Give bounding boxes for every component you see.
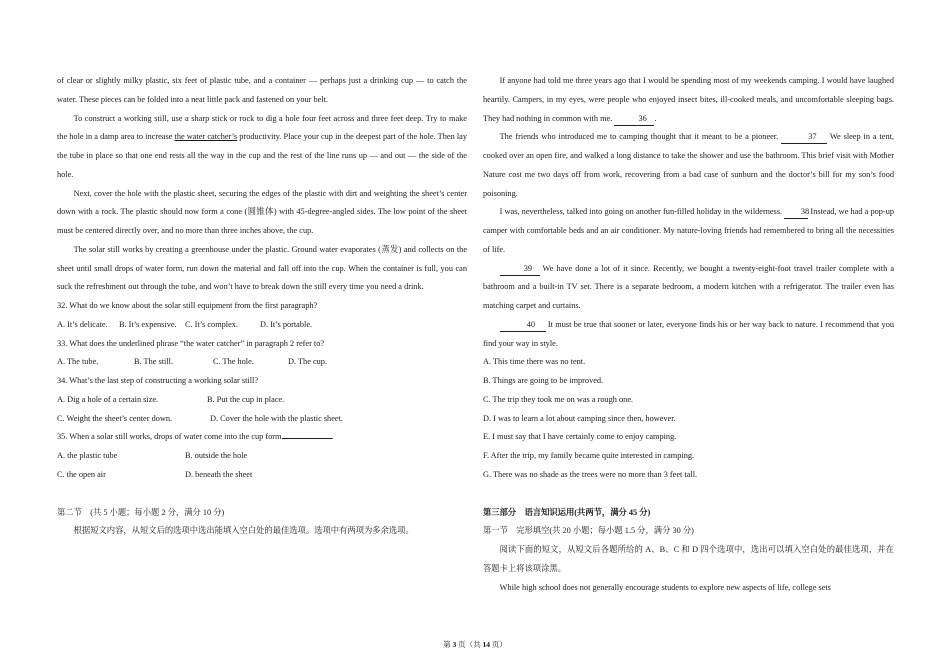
options-34b xyxy=(57,410,467,429)
page-number: 3 xyxy=(452,640,457,649)
passage-paragraph: Next, cover the hole with the plastic sheet, securing the edges of the plastic with dirt and weighting the sheet’s center down with a rock. The plastic should now form a cone (圆锥体) with 45-degree-angled sides. The low point of the sheet must be centered directly over, and no more than three inches above, the cup. xyxy=(57,188,467,235)
text-run: . xyxy=(331,432,334,442)
text-run: The friends who introduced me to camping thought that it meant to be a pioneer. xyxy=(499,132,779,142)
option: D. beneath the sheet xyxy=(185,469,253,479)
option: D. Cover the hole with the plastic sheet. xyxy=(210,413,343,423)
footer-text: 页） xyxy=(490,640,507,649)
footer-text: 第 xyxy=(443,640,453,649)
option-line: A. This time there was no tent. xyxy=(483,357,586,367)
underlined-phrase: the water catcher’s xyxy=(174,132,238,142)
option: A. the plastic tube xyxy=(57,451,118,460)
blank-38: 38 xyxy=(784,206,808,219)
answer-blank xyxy=(282,438,332,439)
options-35 xyxy=(57,447,467,466)
option: B. It’s expensive. xyxy=(119,319,177,329)
option: C. Weight the sheet’s center down. xyxy=(57,413,173,423)
text-run: We sleep in a tent, cooked over an open fire, and walked a long distance to take the shower and use the bathroom. This brief visit with Mother Nature cost me two days off from work, recovering from a bad case of sunburn and the doctor’s bill for my son’s food poisoning. xyxy=(483,132,894,198)
page-total: 14 xyxy=(482,640,490,649)
blank-36: 36 xyxy=(614,113,654,126)
passage-paragraph xyxy=(483,316,894,354)
spacer xyxy=(57,485,467,504)
question-33: 33. What does the underlined phrase “the water catcher” in paragraph 2 refer to? xyxy=(57,338,325,348)
blank-39: 39 xyxy=(500,263,540,276)
option: C. It’s complex. xyxy=(185,319,239,329)
part-3-title: 第三部分 语言知识运用(共两节，满分 45 分) xyxy=(483,507,651,517)
text-run: 35. When a solar still works, drops of water come into the cup form xyxy=(57,432,282,442)
left-column xyxy=(57,72,467,541)
option: B. outside the hole xyxy=(185,451,248,460)
options-32 xyxy=(57,316,467,335)
spacer xyxy=(483,485,894,504)
right-column xyxy=(483,72,894,597)
option: B. The still. xyxy=(134,357,174,367)
question-34: 34. What’s the last step of constructing a working solar still? xyxy=(57,376,259,385)
options-33 xyxy=(57,353,467,372)
option: A. It’s delicate. xyxy=(57,319,108,329)
option: B. Put the cup in place. xyxy=(207,394,285,404)
passage-paragraph: While high school does not generally encourage students to explore new aspects of life, college sets xyxy=(499,582,831,592)
passage-paragraph xyxy=(483,203,894,259)
option: D. It’s portable. xyxy=(260,319,313,329)
footer-text: 页（共 xyxy=(456,640,483,649)
option-line: F. After the trip, my family became quite interested in camping. xyxy=(483,451,695,460)
section-1-instructions: 阅读下面的短文，从短文后各题所给的 A、B、C 和 D 四个选项中，选出可以填入空白处的最佳选项，并在答题卡上将该项涂黑。 xyxy=(483,545,894,573)
section-2-title: 第二节 (共 5 小题；每小题 2 分，满分 10 分) xyxy=(57,507,225,517)
question-32: 32. What do we know about the solar still equipment from the first paragraph? xyxy=(57,301,318,310)
passage-paragraph xyxy=(483,260,894,316)
text-run: I was, nevertheless, talked into going on another fun-filled holiday in the wilderness. xyxy=(499,207,783,217)
text-run: To construct a working still, use a sharp stick or rock to dig a hole four feet across and three feet deep. Try to make the hole in a damp area to increase xyxy=(57,113,467,142)
passage-paragraph xyxy=(483,128,894,203)
passage-paragraph xyxy=(57,110,467,185)
options-35b xyxy=(57,466,467,485)
text-run: We have done a lot of it since. Recently, we bought a twenty-eight-foot travel trailer complete with a bathroom and a built-in TV set. There is a separate bedroom, a modern kitchen with a refrigerator. The trailer even has matching carpet and curtains. xyxy=(483,263,894,310)
option: D. The cup. xyxy=(288,357,328,367)
option-line: B. Things are going to be improved. xyxy=(483,376,604,385)
options-34 xyxy=(57,391,467,410)
passage-paragraph: The solar still works by creating a greenhouse under the plastic. Ground water evaporates (蒸发) and collects on the sheet until small drops of water form, run down the material and fall off into the cup. When the container is full, you can suck the refreshment out through the tube, and won’t have to break down the still every time you need a drink. xyxy=(57,244,467,292)
text-run: It must be true that sooner or later, everyone finds his or her way back to nature. I recommend that you find your way in style. xyxy=(483,319,894,348)
passage-paragraph: of clear or slightly milky plastic, six feet of plastic tube, and a container — perhaps just a drinking cup — to catch the water. These pieces can be folded into a neat little pack and fastened on your belt. xyxy=(57,76,467,104)
blank-40: 40 xyxy=(500,319,546,332)
text-run: productivity. Place your cup in the deepest part of the hole. Then lay the tube in place so that one end rests all the way in the cup and the rest of the line runs up — and out — the side of the hole. xyxy=(57,132,467,179)
option: C. The hole. xyxy=(213,357,254,367)
option-line: E. I must say that I have certainly come to enjoy camping. xyxy=(483,432,677,442)
option: A. The tube. xyxy=(57,357,99,367)
text-run: If anyone had told me three years ago that I would be spending most of my weekends camping. I would have laughed heartily. Campers, in my eyes, were people who enjoyed insect bites, ill-cooked meals, and uncomfortable sleeping bags. They had nothing in common with me. xyxy=(483,76,894,123)
text-run: Instead, we had a pop-up camper with comfortable beds and an air conditioner. My nature-loving friends had remembered to bring all the necessities of life. xyxy=(483,207,894,254)
page-footer xyxy=(0,639,950,650)
passage-paragraph: If anyone had told me three years ago that I would be spending most of my weekends camping. I would have laughed heartily. Campers, in my eyes, were people who enjoyed insect bites, ill-cooked meals, and uncomfortable sleeping bags. They had nothing in common with me. 36 . xyxy=(483,72,894,128)
option: C. the open air xyxy=(57,469,106,479)
option-line: C. The trip they took me on was a rough one. xyxy=(483,394,634,404)
section-2-instructions: 根据短文内容，从短文后的选项中选出能填入空白处的最佳选项。选项中有两项为多余选项。 xyxy=(73,526,414,536)
question-35 xyxy=(57,428,467,447)
option-line: G. There was no shade as the trees were no more than 3 feet tall. xyxy=(483,469,698,479)
section-1-title: 第一节 完形填空(共 20 小题；每小题 1.5 分，满分 30 分) xyxy=(483,526,694,536)
option-line: D. I was to learn a lot about camping since then, however. xyxy=(483,413,676,423)
option: A. Dig a hole of a certain size. xyxy=(57,394,159,404)
blank-37: 37 xyxy=(781,131,827,144)
